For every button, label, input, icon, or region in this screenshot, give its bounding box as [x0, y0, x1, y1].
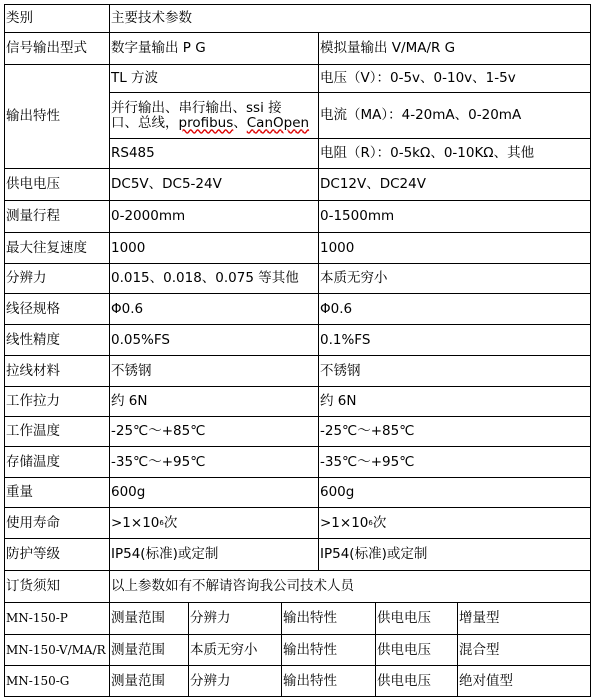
canopen-text: CanOpen [246, 114, 310, 131]
signal-type-label: 信号输出型式 [4, 32, 109, 64]
model-code: MN-150-V/MA/R [4, 634, 109, 665]
life-analog-post: 次 [372, 514, 387, 531]
row-digital-value: 1000 [109, 232, 318, 263]
row-digital-value: 不锈钢 [109, 355, 318, 386]
model-cell-c3: 输出特性 [281, 602, 375, 634]
model-cell-c3: 输出特性 [281, 634, 375, 665]
model-cell-c4: 供电电压 [375, 634, 457, 665]
header-category: 类别 [4, 4, 109, 32]
row-analog-value: -35℃～+95℃ [318, 446, 591, 477]
output-digital-2b [111, 116, 309, 131]
signal-type-digital: 数字量输出 P G [109, 32, 318, 64]
row-label: 最大往复速度 [4, 232, 109, 263]
model-code: MN-150-P [4, 602, 109, 634]
output-digital-2a: 并行输出、串行输出、ssi 接 [111, 99, 282, 116]
life-analog: >1×10 6 次 [318, 507, 591, 538]
row-analog-value: 本质无穷小 [318, 263, 591, 293]
model-cell-c1: 测量范围 [109, 634, 188, 665]
output-digital-1: TL 方波 [109, 64, 318, 92]
protection-digital: IP54(标准)或定制 [109, 538, 318, 570]
row-digital-value: 0-2000mm [109, 200, 318, 232]
output-digital-2 [109, 92, 318, 138]
signal-type-analog: 模拟量输出 V/MA/R G [318, 32, 591, 64]
row-label: 重量 [4, 477, 109, 507]
row-label: 拉线材料 [4, 355, 109, 386]
model-cell-c5: 混合型 [457, 634, 591, 665]
row-analog-value: -25℃～+85℃ [318, 416, 591, 446]
output-digital-2b-sep: 、 [233, 114, 247, 131]
order-note: 以上参数如有不解请咨询我公司技术人员 [109, 570, 591, 602]
protection-label: 防护等级 [4, 538, 109, 570]
row-analog-value: 0.1%FS [318, 324, 591, 355]
model-cell-c4: 供电电压 [375, 602, 457, 634]
order-label: 订货须知 [4, 570, 109, 602]
profibus-text: profibus [178, 114, 234, 131]
output-analog-3: 电阻（R）：0-5kΩ、0-10KΩ、其他 [318, 138, 591, 168]
life-digital-pre: >1×10 [111, 514, 160, 531]
output-characteristics-label: 输出特性 [4, 64, 109, 168]
row-label: 工作拉力 [4, 386, 109, 416]
row-digital-value: -35℃～+95℃ [109, 446, 318, 477]
row-digital-value: -25℃～+85℃ [109, 416, 318, 446]
row-digital-value: 600g [109, 477, 318, 507]
row-label: 线径规格 [4, 293, 109, 324]
life-digital: >1×10 6 次 [109, 507, 318, 538]
life-analog-pre: >1×10 [320, 514, 369, 531]
protection-analog: IP54(标准)或定制 [318, 538, 591, 570]
model-cell-c1: 测量范围 [109, 602, 188, 634]
model-cell-c1: 测量范围 [109, 665, 188, 697]
life-digital-post: 次 [163, 514, 178, 531]
row-label: 分辨力 [4, 263, 109, 293]
row-analog-value: Φ0.6 [318, 293, 591, 324]
model-cell-c2: 分辨力 [188, 602, 281, 634]
model-cell-c2: 本质无穷小 [188, 634, 281, 665]
model-cell-c5: 绝对值型 [457, 665, 591, 697]
row-digital-value: 约 6N [109, 386, 318, 416]
output-analog-2: 电流（MA）：4-20mA、0-20mA [318, 92, 591, 138]
row-label: 存储温度 [4, 446, 109, 477]
row-digital-value: DC5V、DC5-24V [109, 168, 318, 200]
row-digital-value: 0.015、0.018、0.075 等其他 [109, 263, 318, 293]
model-code: MN-150-G [4, 665, 109, 697]
output-analog-1: 电压（V）：0-5v、0-10v、1-5v [318, 64, 591, 92]
row-analog-value: 约 6N [318, 386, 591, 416]
row-label: 测量行程 [4, 200, 109, 232]
row-label: 供电电压 [4, 168, 109, 200]
row-analog-value: 0-1500mm [318, 200, 591, 232]
output-digital-3: RS485 [109, 138, 318, 168]
model-cell-c3: 输出特性 [281, 665, 375, 697]
life-label: 使用寿命 [4, 507, 109, 538]
row-label: 线性精度 [4, 324, 109, 355]
output-digital-2b-prefix: 口、总线， [111, 114, 179, 131]
row-digital-value: 0.05%FS [109, 324, 318, 355]
row-label: 工作温度 [4, 416, 109, 446]
model-cell-c2: 分辨力 [188, 665, 281, 697]
model-cell-c5: 增量型 [457, 602, 591, 634]
row-analog-value: 600g [318, 477, 591, 507]
model-cell-c4: 供电电压 [375, 665, 457, 697]
row-analog-value: DC12V、DC24V [318, 168, 591, 200]
row-digital-value: Φ0.6 [109, 293, 318, 324]
row-analog-value: 不锈钢 [318, 355, 591, 386]
header-params: 主要技术参数 [109, 4, 591, 32]
row-analog-value: 1000 [318, 232, 591, 263]
